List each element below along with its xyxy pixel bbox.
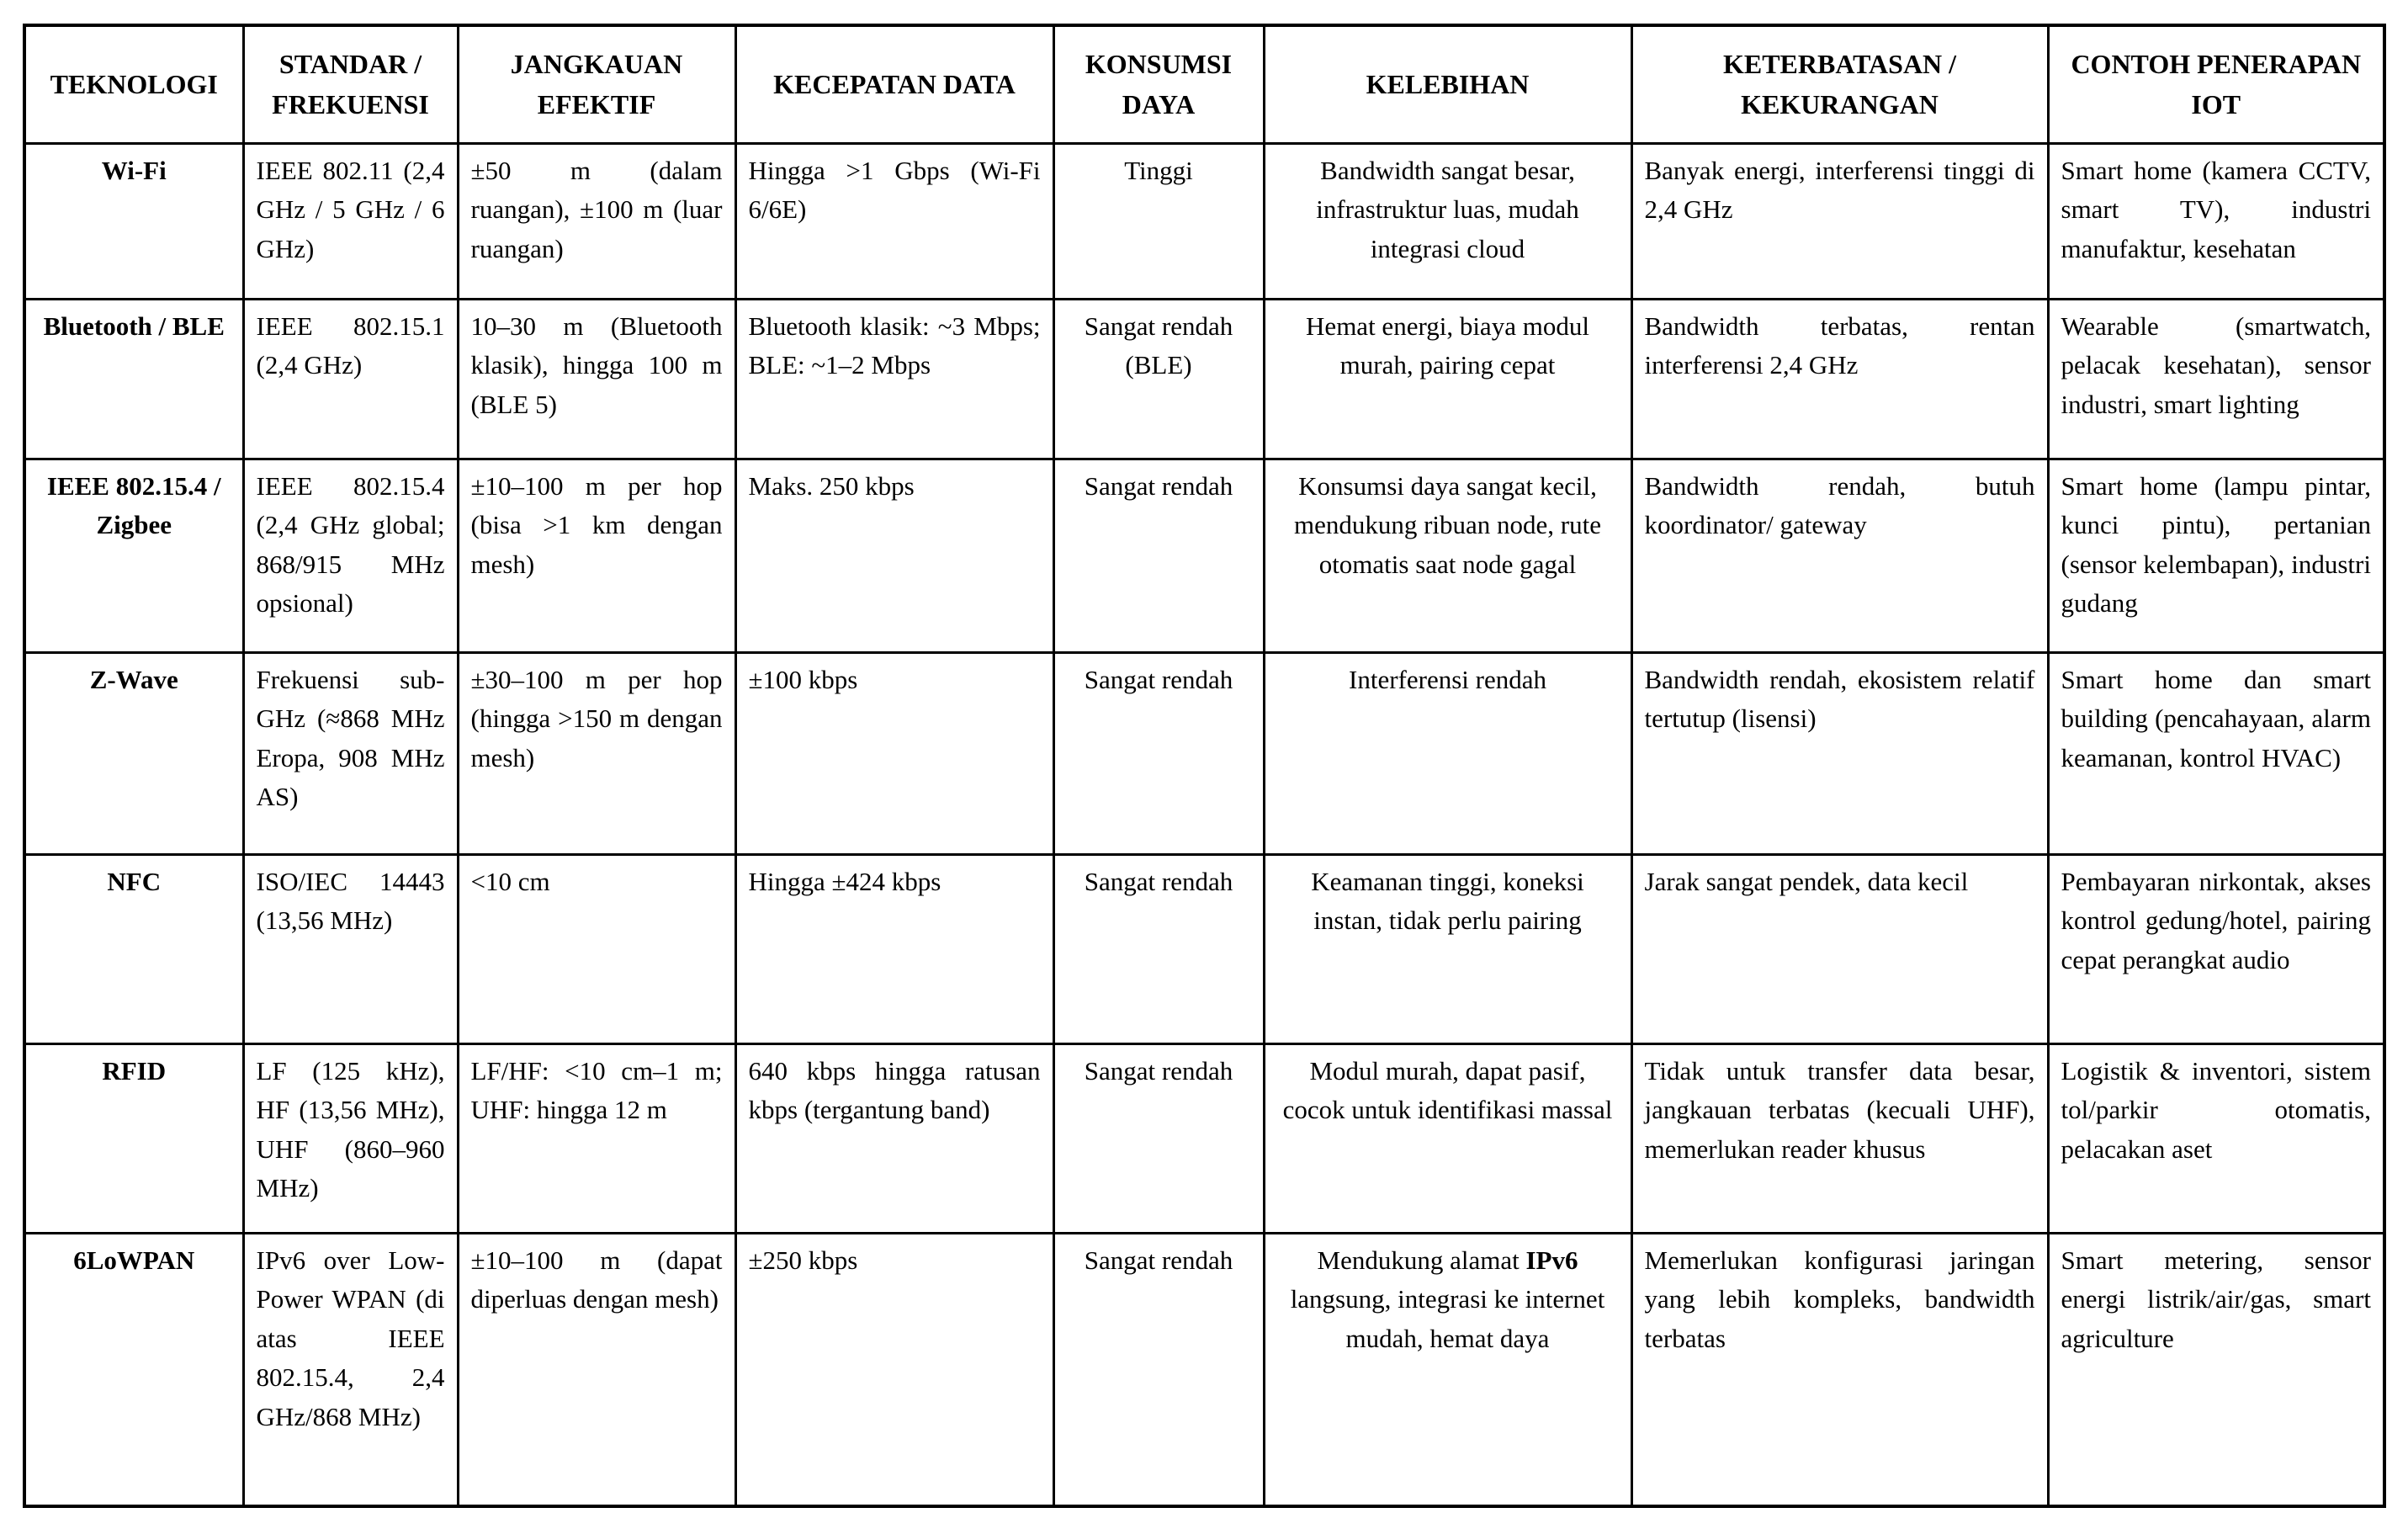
cell-kelebihan (1264, 1233, 1631, 1506)
header-kecepatan-data: KECEPATAN DATA (735, 25, 1053, 143)
cell-kecepatan: Hingga ±424 kbps (735, 854, 1053, 1043)
kelebihan-text-pre: Mendukung alamat (1317, 1245, 1526, 1275)
cell-konsumsi: Sangat rendah (1053, 1043, 1264, 1233)
cell-kecepatan: Maks. 250 kbps (735, 459, 1053, 652)
cell-kecepatan: 640 kbps hingga ratusan kbps (tergantung band) (735, 1043, 1053, 1233)
cell-kelebihan: Interferensi rendah (1264, 652, 1631, 854)
cell-contoh: Pembayaran nirkontak, akses kontrol gedung/hotel, pairing cepat perangkat audio (2048, 854, 2384, 1043)
cell-standar: IPv6 over Low-Power WPAN (di atas IEEE 802.15.4, 2,4 GHz/868 MHz) (243, 1233, 458, 1506)
cell-kelebihan: Keamanan tinggi, koneksi instan, tidak perlu pairing (1264, 854, 1631, 1043)
cell-keterbatasan: Banyak energi, interferensi tinggi di 2,4 GHz (1631, 143, 2048, 299)
cell-standar: IEEE 802.11 (2,4 GHz / 5 GHz / 6 GHz) (243, 143, 458, 299)
cell-konsumsi: Sangat rendah (1053, 1233, 1264, 1506)
cell-teknologi: RFID (24, 1043, 243, 1233)
cell-kelebihan: Konsumsi daya sangat kecil, mendukung ribuan node, rute otomatis saat node gagal (1264, 459, 1631, 652)
cell-jangkauan: ±50 m (dalam ruangan), ±100 m (luar ruangan) (458, 143, 735, 299)
cell-standar: IEEE 802.15.1 (2,4 GHz) (243, 299, 458, 459)
cell-contoh: Logistik & inventori, sistem tol/parkir otomatis, pelacakan aset (2048, 1043, 2384, 1233)
cell-jangkauan: ±30–100 m per hop (hingga >150 m dengan mesh) (458, 652, 735, 854)
table-row-zigbee (24, 459, 2384, 652)
cell-teknologi: Z-Wave (24, 652, 243, 854)
cell-jangkauan: ±10–100 m (dapat diperluas dengan mesh) (458, 1233, 735, 1506)
cell-contoh: Smart home dan smart building (pencahayaan, alarm keamanan, kontrol HVAC) (2048, 652, 2384, 854)
cell-contoh: Smart home (kamera CCTV, smart TV), industri manufaktur, kesehatan (2048, 143, 2384, 299)
cell-kelebihan: Modul murah, dapat pasif, cocok untuk identifikasi massal (1264, 1043, 1631, 1233)
cell-contoh: Wearable (smartwatch, pelacak kesehatan), sensor industri, smart lighting (2048, 299, 2384, 459)
cell-kecepatan: ±100 kbps (735, 652, 1053, 854)
cell-teknologi: IEEE 802.15.4 / Zigbee (24, 459, 243, 652)
cell-keterbatasan: Jarak sangat pendek, data kecil (1631, 854, 2048, 1043)
header-kelebihan: KELEBIHAN (1264, 25, 1631, 143)
table-row-zwave (24, 652, 2384, 854)
cell-teknologi: NFC (24, 854, 243, 1043)
cell-standar: Frekuensi sub-GHz (≈868 MHz Eropa, 908 MHz AS) (243, 652, 458, 854)
cell-keterbatasan: Memerlukan konfigurasi jaringan yang lebih kompleks, bandwidth terbatas (1631, 1233, 2048, 1506)
cell-kecepatan: Hingga >1 Gbps (Wi-Fi 6/6E) (735, 143, 1053, 299)
header-konsumsi-daya: KONSUMSI DAYA (1053, 25, 1264, 143)
cell-jangkauan: 10–30 m (Bluetooth klasik), hingga 100 m (BLE 5) (458, 299, 735, 459)
cell-jangkauan: <10 cm (458, 854, 735, 1043)
iot-technology-comparison-table (23, 24, 2386, 1508)
cell-jangkauan: ±10–100 m per hop (bisa >1 km dengan mesh) (458, 459, 735, 652)
cell-kecepatan: ±250 kbps (735, 1233, 1053, 1506)
cell-standar: LF (125 kHz), HF (13,56 MHz), UHF (860–960 MHz) (243, 1043, 458, 1233)
header-contoh-penerapan-iot: CONTOH PENERAPAN IOT (2048, 25, 2384, 143)
cell-kelebihan: Hemat energi, biaya modul murah, pairing cepat (1264, 299, 1631, 459)
cell-konsumsi: Sangat rendah (1053, 854, 1264, 1043)
header-jangkauan-efektif: JANGKAUAN EFEKTIF (458, 25, 735, 143)
table-row-bluetooth-ble (24, 299, 2384, 459)
header-keterbatasan-kekurangan: KETERBATASAN / KEKURANGAN (1631, 25, 2048, 143)
cell-konsumsi: Tinggi (1053, 143, 1264, 299)
cell-keterbatasan: Bandwidth terbatas, rentan interferensi 2,4 GHz (1631, 299, 2048, 459)
cell-contoh: Smart metering, sensor energi listrik/air/gas, smart agriculture (2048, 1233, 2384, 1506)
cell-kelebihan: Bandwidth sangat besar, infrastruktur luas, mudah integrasi cloud (1264, 143, 1631, 299)
cell-keterbatasan: Tidak untuk transfer data besar, jangkauan terbatas (kecuali UHF), memerlukan reader khusus (1631, 1043, 2048, 1233)
cell-konsumsi: Sangat rendah (1053, 459, 1264, 652)
cell-jangkauan: LF/HF: <10 cm–1 m; UHF: hingga 12 m (458, 1043, 735, 1233)
header-teknologi: TEKNOLOGI (24, 25, 243, 143)
table-row-6lowpan (24, 1233, 2384, 1506)
table-header-row (24, 25, 2384, 143)
table-row-rfid (24, 1043, 2384, 1233)
header-standar-frekuensi: STANDAR / FREKUENSI (243, 25, 458, 143)
cell-standar: IEEE 802.15.4 (2,4 GHz global; 868/915 MHz opsional) (243, 459, 458, 652)
cell-keterbatasan: Bandwidth rendah, butuh koordinator/ gateway (1631, 459, 2048, 652)
cell-keterbatasan: Bandwidth rendah, ekosistem relatif tertutup (lisensi) (1631, 652, 2048, 854)
table-row-nfc (24, 854, 2384, 1043)
kelebihan-text-bold-ipv6: IPv6 (1525, 1245, 1578, 1275)
kelebihan-text-post: langsung, integrasi ke internet mudah, hemat daya (1290, 1284, 1605, 1353)
cell-teknologi: 6LoWPAN (24, 1233, 243, 1506)
cell-konsumsi: Sangat rendah (BLE) (1053, 299, 1264, 459)
cell-konsumsi: Sangat rendah (1053, 652, 1264, 854)
cell-contoh: Smart home (lampu pintar, kunci pintu), pertanian (sensor kelembapan), industri gudang (2048, 459, 2384, 652)
cell-teknologi: Bluetooth / BLE (24, 299, 243, 459)
cell-standar: ISO/IEC 14443 (13,56 MHz) (243, 854, 458, 1043)
table-row-wifi (24, 143, 2384, 299)
cell-teknologi: Wi-Fi (24, 143, 243, 299)
cell-kecepatan: Bluetooth klasik: ~3 Mbps; BLE: ~1–2 Mbps (735, 299, 1053, 459)
